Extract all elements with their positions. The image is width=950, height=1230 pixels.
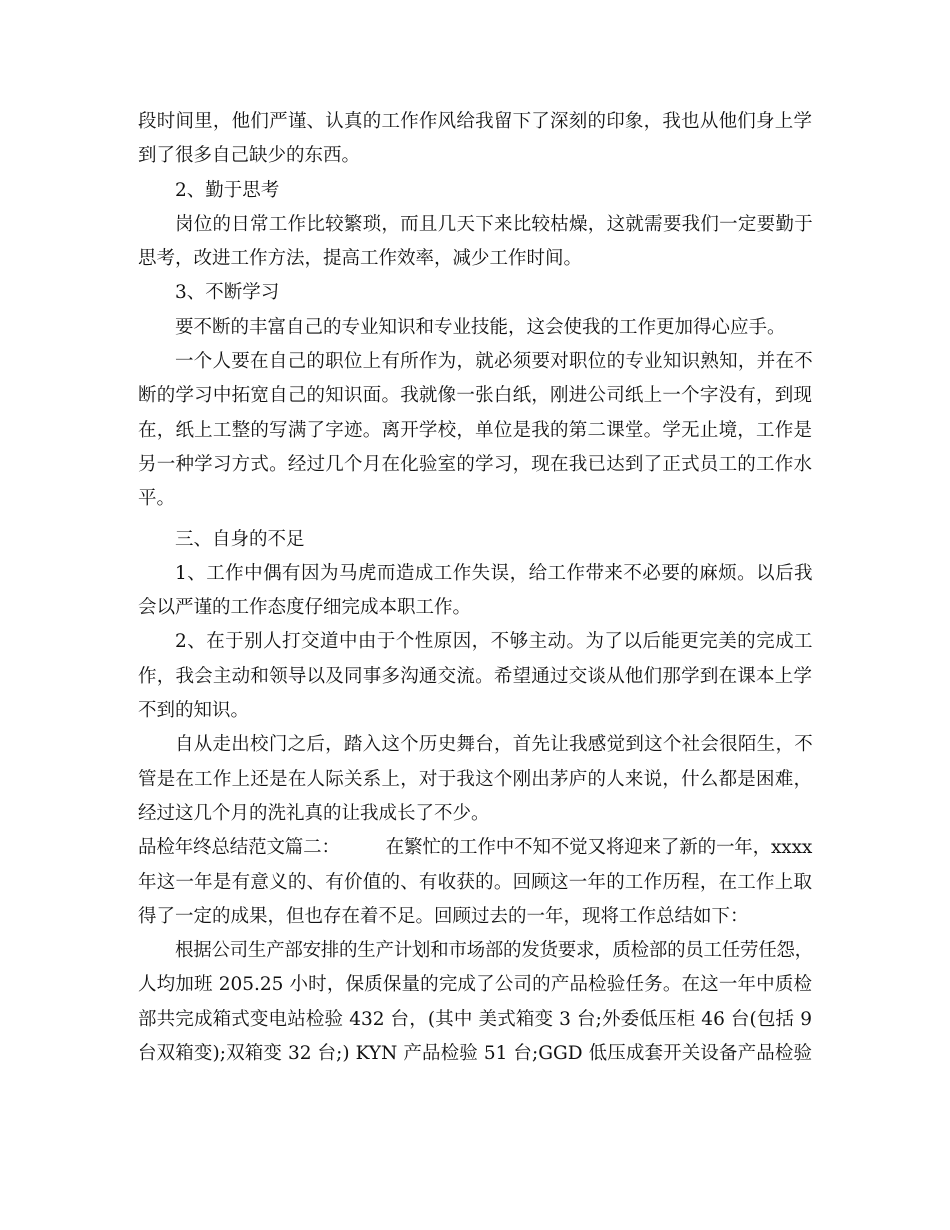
text-line: 品检年终总结范文篇二： 在繁忙的工作中不知不觉又将迎来了新的一年，xxxx: [138, 837, 813, 859]
paragraph-think: [138, 208, 812, 277]
text-line: 另一种学习方式。经过几个月在化验室的学习，现在我已达到了正式员工的工作水: [138, 453, 812, 475]
text-line: 1、工作中偶有因为马虎而造成工作失误，给工作带来不必要的麻烦。以后我: [175, 562, 812, 584]
text-line: 思考，改进工作方法，提高工作效率，减少工作时间。: [138, 248, 583, 270]
paragraph-shortcoming-1: [138, 557, 812, 626]
text-line: 一个人要在自己的职位上有所作为，就必须要对职位的专业知识熟知，并在不: [175, 351, 812, 373]
text-line: 要不断的丰富自己的专业知识和专业技能，这会使我的工作更加得心应手。: [175, 316, 786, 338]
paragraph-enrich-knowledge: [138, 311, 812, 345]
text-line: 在，纸上工整的写满了字迹。离开学校，单位是我的第二课堂。学无止境，工作是: [138, 419, 812, 441]
text-line: 2、在于别人打交道中由于个性原因，不够主动。为了以后能更完美的完成工: [175, 631, 812, 653]
document-body: [138, 105, 812, 1071]
text-line: 根据公司生产部安排的生产计划和市场部的发货要求，质检部的员工任劳任怨，: [175, 940, 812, 962]
text-line: 作，我会主动和领导以及同事多沟通交流。希望通过交谈从他们那学到在课本上学: [138, 665, 812, 687]
text-line: 年这一年是有意义的、有价值的、有收获的。回顾这一年的工作历程，在工作上取: [138, 871, 812, 893]
text-line: 台双箱变);双箱变 32 台;) KYN 产品检验 51 台;GGD 低压成套开关设备产品检验: [138, 1043, 812, 1065]
paragraph-shortcoming-2: [138, 625, 812, 728]
text-line: 人均加班 205.25 小时，保质保量的完成了公司的产品检验任务。在这一年中质检: [138, 974, 812, 996]
text-line: 部共完成箱式变电站检验 432 台，(其中 美式箱变 3 台;外委低压柜 46 台(包括 9: [138, 1008, 812, 1030]
text-line: 会以严谨的工作态度仔细完成本职工作。: [138, 597, 472, 619]
text-line: 到了很多自己缺少的东西。: [138, 145, 361, 167]
paragraph-article-two-intro: [138, 831, 812, 934]
paragraph-inspection-stats: [138, 934, 812, 1071]
paragraph-learning: [138, 345, 812, 516]
heading-think-diligently: [138, 174, 812, 208]
text-line: 三、自身的不足: [175, 528, 305, 550]
text-line: 经过这几个月的洗礼真的让我成长了不少。: [138, 802, 490, 824]
text-line: 不到的知识。: [138, 700, 250, 722]
heading-shortcomings: [138, 523, 812, 557]
paragraph-work-style: [138, 105, 812, 174]
text-line: 管是在工作上还是在人际关系上，对于我这个刚出茅庐的人来说，什么都是困难，: [138, 768, 812, 790]
text-line: 段时间里，他们严谨、认真的工作作风给我留下了深刻的印象，我也从他们身上学: [138, 111, 812, 132]
text-line: 平。: [138, 488, 176, 510]
text-line: 2、勤于思考: [175, 179, 280, 201]
text-line: 3、不断学习: [175, 282, 280, 304]
text-line: 自从走出校门之后，踏入这个历史舞台，首先让我感觉到这个社会很陌生，不: [175, 734, 812, 756]
paragraph-reflection: [138, 728, 812, 831]
text-line: 断的学习中拓宽自己的知识面。我就像一张白纸，刚进公司纸上一个字没有，到现: [138, 385, 812, 407]
text-line: 岗位的日常工作比较繁琐，而且几天下来比较枯燥，这就需要我们一定要勤于: [175, 213, 812, 235]
text-line: 得了一定的成果，但也存在着不足。回顾过去的一年，现将工作总结如下：: [138, 905, 749, 927]
heading-keep-learning: [138, 276, 812, 310]
